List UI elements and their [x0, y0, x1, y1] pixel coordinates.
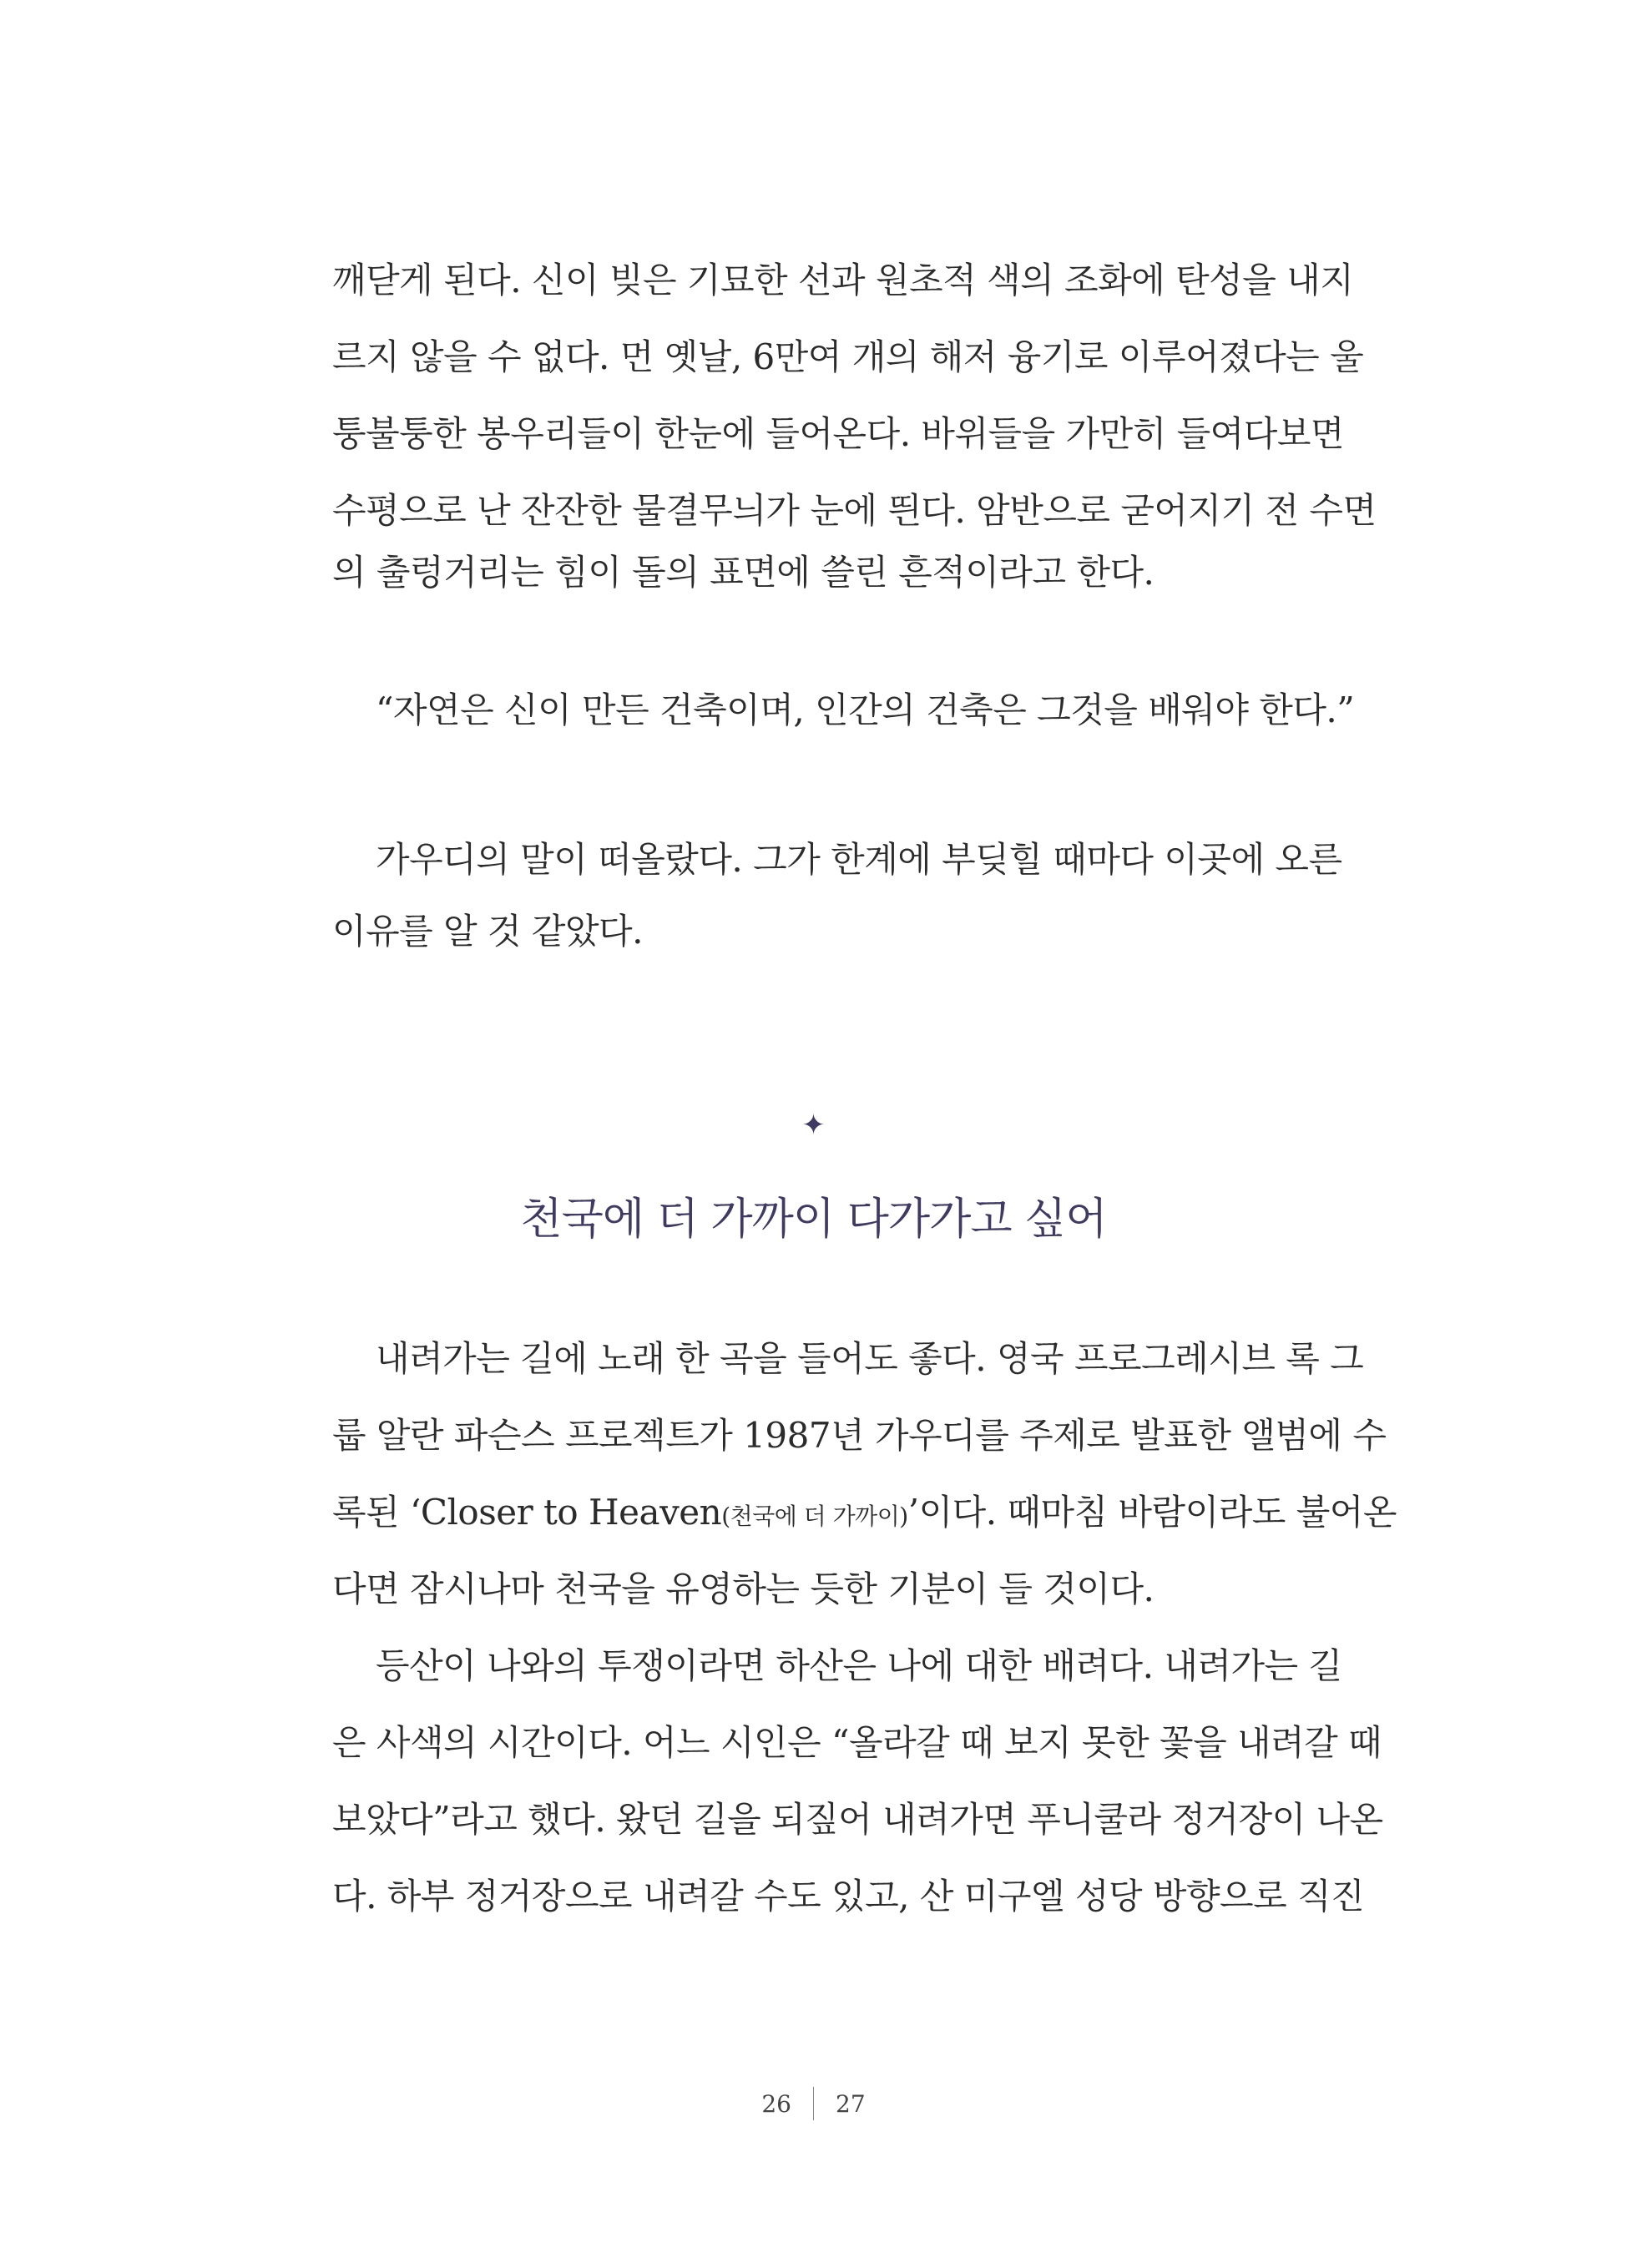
right-page-number: 27	[836, 2089, 866, 2118]
body-line: 보았다”라고 했다. 왔던 길을 되짚어 내려가면 푸니쿨라 정거장이 나온	[332, 1799, 1383, 1840]
section-heading: 천국에 더 가까이 다가가고 싶어	[520, 1195, 1107, 1245]
body-line: 룹 알란 파슨스 프로젝트가 1987년 가우디를 주제로 발표한 앨범에 수	[332, 1415, 1387, 1456]
body-line: 깨닫게 된다. 신이 빚은 기묘한 선과 원초적 색의 조화에 탄성을 내지	[332, 260, 1354, 301]
body-line: 이유를 알 것 같았다.	[332, 911, 643, 952]
body-line: 의 출렁거리는 힘이 돌의 표면에 쓸린 흔적이라고 한다.	[332, 552, 1155, 593]
body-line: 수평으로 난 잔잔한 물결무늬가 눈에 띈다. 암반으로 굳어지기 전 수면	[332, 490, 1377, 531]
body-line: 다면 잠시나마 천국을 유영하는 듯한 기분이 들 것이다.	[332, 1568, 1155, 1609]
star-ornament-icon: ✦	[801, 1109, 826, 1142]
page-numbers	[0, 2087, 1627, 2120]
body-line: 르지 않을 수 없다. 먼 옛날, 6만여 개의 해저 융기로 이루어졌다는 울	[332, 336, 1364, 377]
body-line-with-aside	[332, 1488, 1397, 1542]
gaudi-quote: “자연은 신이 만든 건축이며, 인간의 건축은 그것을 배워야 한다.”	[376, 689, 1355, 730]
body-text: ’이다. 때마침 바람이라도 불어온	[907, 1492, 1397, 1533]
body-text: 록된 ‘Closer to Heaven	[332, 1492, 722, 1533]
body-line: 등산이 나와의 투쟁이라면 하산은 나에 대한 배려다. 내려가는 길	[376, 1645, 1342, 1686]
left-page-number: 26	[761, 2089, 791, 2118]
body-line: 다. 하부 정거장으로 내려갈 수도 있고, 산 미구엘 성당 방향으로 직진	[332, 1876, 1365, 1917]
body-line: 퉁불퉁한 봉우리들이 한눈에 들어온다. 바위들을 가만히 들여다보면	[332, 413, 1344, 454]
translation-aside: (천국에 더 가까이)	[721, 1503, 908, 1530]
body-line: 내려가는 길에 노래 한 곡을 들어도 좋다. 영국 프로그레시브 록 그	[376, 1338, 1364, 1379]
body-line: 가우디의 말이 떠올랐다. 그가 한계에 부딪힐 때마다 이곳에 오른	[376, 839, 1342, 880]
folio-divider	[813, 2087, 814, 2120]
body-line: 은 사색의 시간이다. 어느 시인은 “올라갈 때 보지 못한 꽃을 내려갈 때	[332, 1722, 1382, 1763]
